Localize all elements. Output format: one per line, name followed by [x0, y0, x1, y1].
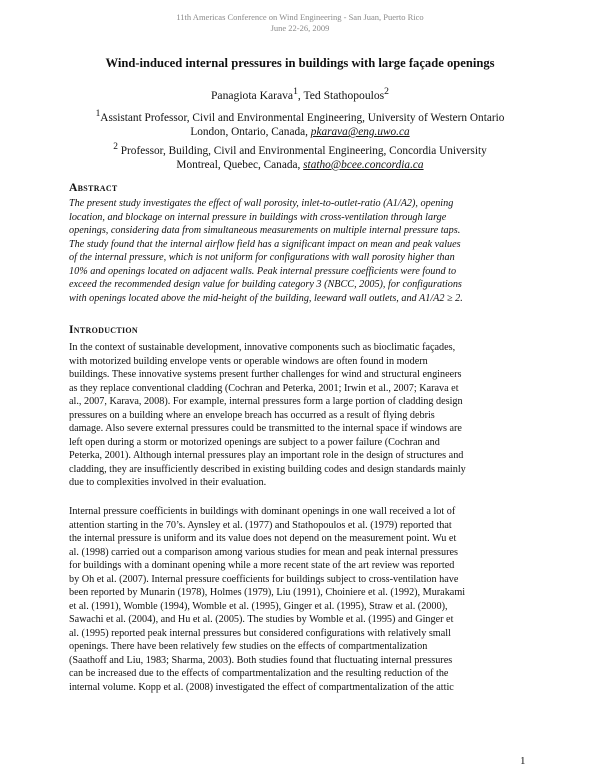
- paragraph-line: attention starting in the 70’s. Aynsley et al. (1977) and Stathopoulos et al. (1979) reported that: [69, 519, 452, 531]
- paper-title: Wind-induced internal pressures in buildings with large façade openings: [105, 56, 495, 70]
- paragraph-line: due to complexities involved in their evaluation.: [69, 477, 267, 488]
- paragraph-line: openings. There have been relatively few studies on the effects of compartmentalization: [69, 641, 428, 652]
- affiliation-1-line-2: [40, 125, 560, 139]
- conference-header: [0, 12, 600, 34]
- paragraph-line: al. (1995) reported peak internal pressures but considered configurations with relatively small: [69, 627, 451, 639]
- abstract-line: location, and blockage on internal pressure in buildings with cross-ventilation through large: [69, 211, 447, 223]
- abstract-heading: Abstract: [69, 181, 118, 194]
- paragraph-line: cladding, they are insufficiently described in existing building codes and design standards mainly: [69, 463, 466, 475]
- paragraph-line: damage. Also severe external pressures could be transmitted to the internal space if windows are: [69, 423, 462, 434]
- paragraph-line: internal volume. Kopp et al. (2008) investigated the effect of compartmentalization of the attic: [69, 681, 454, 693]
- paragraph-line: et al. (1991), Womble (1994), Womble et al. (1995), Ginger et al. (1995), Straw et al. (2000),: [69, 600, 448, 612]
- affiliation-2-text: Professor, Building, Civil and Environmental Engineering, Concordia University: [117, 144, 487, 157]
- affiliation-2-email-link[interactable]: statho@bcee.concordia.ca: [303, 158, 424, 171]
- abstract-line: with openings located above the mid-height of the building, leeward wall outlets, and A1/A2 ≥ 2.: [69, 292, 463, 304]
- affiliation-1-text: Assistant Professor, Civil and Environmental Engineering, University of Western Ontario: [100, 111, 505, 124]
- page-number: 1: [520, 755, 526, 767]
- introduction-paragraph-2: [69, 505, 535, 694]
- abstract-line: openings, considering data from simultaneous measurements on multiple internal pressure taps.: [69, 225, 461, 236]
- introduction-heading: Introduction: [69, 323, 139, 336]
- conference-header-line-2: June 22-26, 2009: [270, 23, 330, 33]
- introduction-paragraph-1: [69, 341, 535, 490]
- paragraph-line: left open during a storm or motorized openings are subject to a power failure (Cochran and: [69, 436, 440, 448]
- paragraph-line: (Saathoff and Liu, 1983; Sharma, 2003). Both studies found that fluctuating internal pressures: [69, 654, 453, 666]
- abstract-line: 10% and openings located on adjacent walls. Peak internal pressure coefficients were found to: [69, 265, 457, 277]
- paragraph-line: as they replace conventional cladding (Cochran and Peterka, 2001; Irwin et al., 2007; Karava et: [69, 382, 459, 394]
- affiliation-2-location: Montreal, Quebec, Canada,: [176, 158, 304, 171]
- paragraph-line: by Oh et al. (2007). Internal pressure coefficients for buildings subject to cross-ventilation have: [69, 573, 459, 585]
- affiliation-2-line-2: [40, 158, 560, 172]
- affiliation-1-email-link[interactable]: pkarava@eng.uwo.ca: [310, 126, 410, 139]
- abstract-line: exceed the recommended design value for building category 3 (NBCC, 2005), for configurations: [69, 279, 462, 290]
- paragraph-line: buildings. These innovative systems present further challenges for wind and structural engineers: [69, 369, 462, 380]
- paragraph-line: can be increased due to the effects of compartmentalization and the resulting reduction of the: [69, 668, 449, 679]
- author-2-superscript: 2: [384, 86, 389, 97]
- paragraph-line: al., 2007, Karava, 2008). For example, internal pressures form a large portion of cladding design: [69, 396, 463, 407]
- paragraph-line: been reported by Munarin (1978), Holmes (1979), Liu (1991), Choiniere et al. (1992), Murakami: [69, 587, 466, 598]
- affiliation-1-superscript: 1: [95, 109, 101, 119]
- abstract-line: The present study investigates the effect of wall porosity, inlet-to-outlet-ratio (A1/A2), opening: [69, 198, 454, 209]
- paragraph-line: Sawachi et al. (2004), and Hu et al. (2005). The studies by Womble et al. (1995) and Ginger et: [69, 614, 454, 625]
- paragraph-line: Internal pressure coefficients in buildings with dominant openings in one wall received a lot of: [69, 506, 456, 517]
- paragraph-line: Peterka, 2001). Although internal pressures play an important role in the design of structures and: [69, 450, 464, 461]
- paragraph-line: In the context of sustainable development, innovative components such as bioclimatic façades,: [69, 342, 456, 353]
- affiliation-2-line-1: [40, 140, 560, 158]
- affiliations: [40, 107, 560, 172]
- conference-header-line-1: 11th Americas Conference on Wind Engineering - San Juan, Puerto Rico: [176, 12, 424, 22]
- paragraph-line: the internal pressure is uniform and its value does not depend on the measurement point. Wu et: [69, 533, 457, 544]
- author-1-name: Panagiota Karava: [210, 88, 294, 102]
- paragraph-line: with motorized building envelope vents or operable windows are often found in modern: [69, 355, 428, 367]
- author-list: [0, 86, 600, 102]
- paragraph-line: pressures on a building where an envelope breach has occurred as a result of flying debris: [69, 409, 435, 421]
- author-1-superscript: 1: [293, 86, 298, 97]
- abstract-line: of the internal pressure, which is not uniform for configurations with wall porosity higher than: [69, 252, 455, 263]
- affiliation-1-line-1: [40, 107, 560, 125]
- affiliation-1-location: London, Ontario, Canada,: [190, 126, 311, 139]
- abstract-body: [69, 197, 535, 305]
- abstract-line: The study found that the internal airflow field has a significant impact on mean and peak values: [69, 238, 461, 250]
- author-2-name: Ted Stathopoulos: [303, 88, 385, 102]
- author-separator: ,: [297, 88, 304, 102]
- affiliation-2-superscript: 2: [113, 141, 118, 152]
- paragraph-line: for buildings with a dominant opening while a more recent state of the art review was reported: [69, 560, 455, 571]
- paragraph-line: al. (1998) carried out a comparison among various studies for mean and peak internal pressures: [69, 546, 458, 558]
